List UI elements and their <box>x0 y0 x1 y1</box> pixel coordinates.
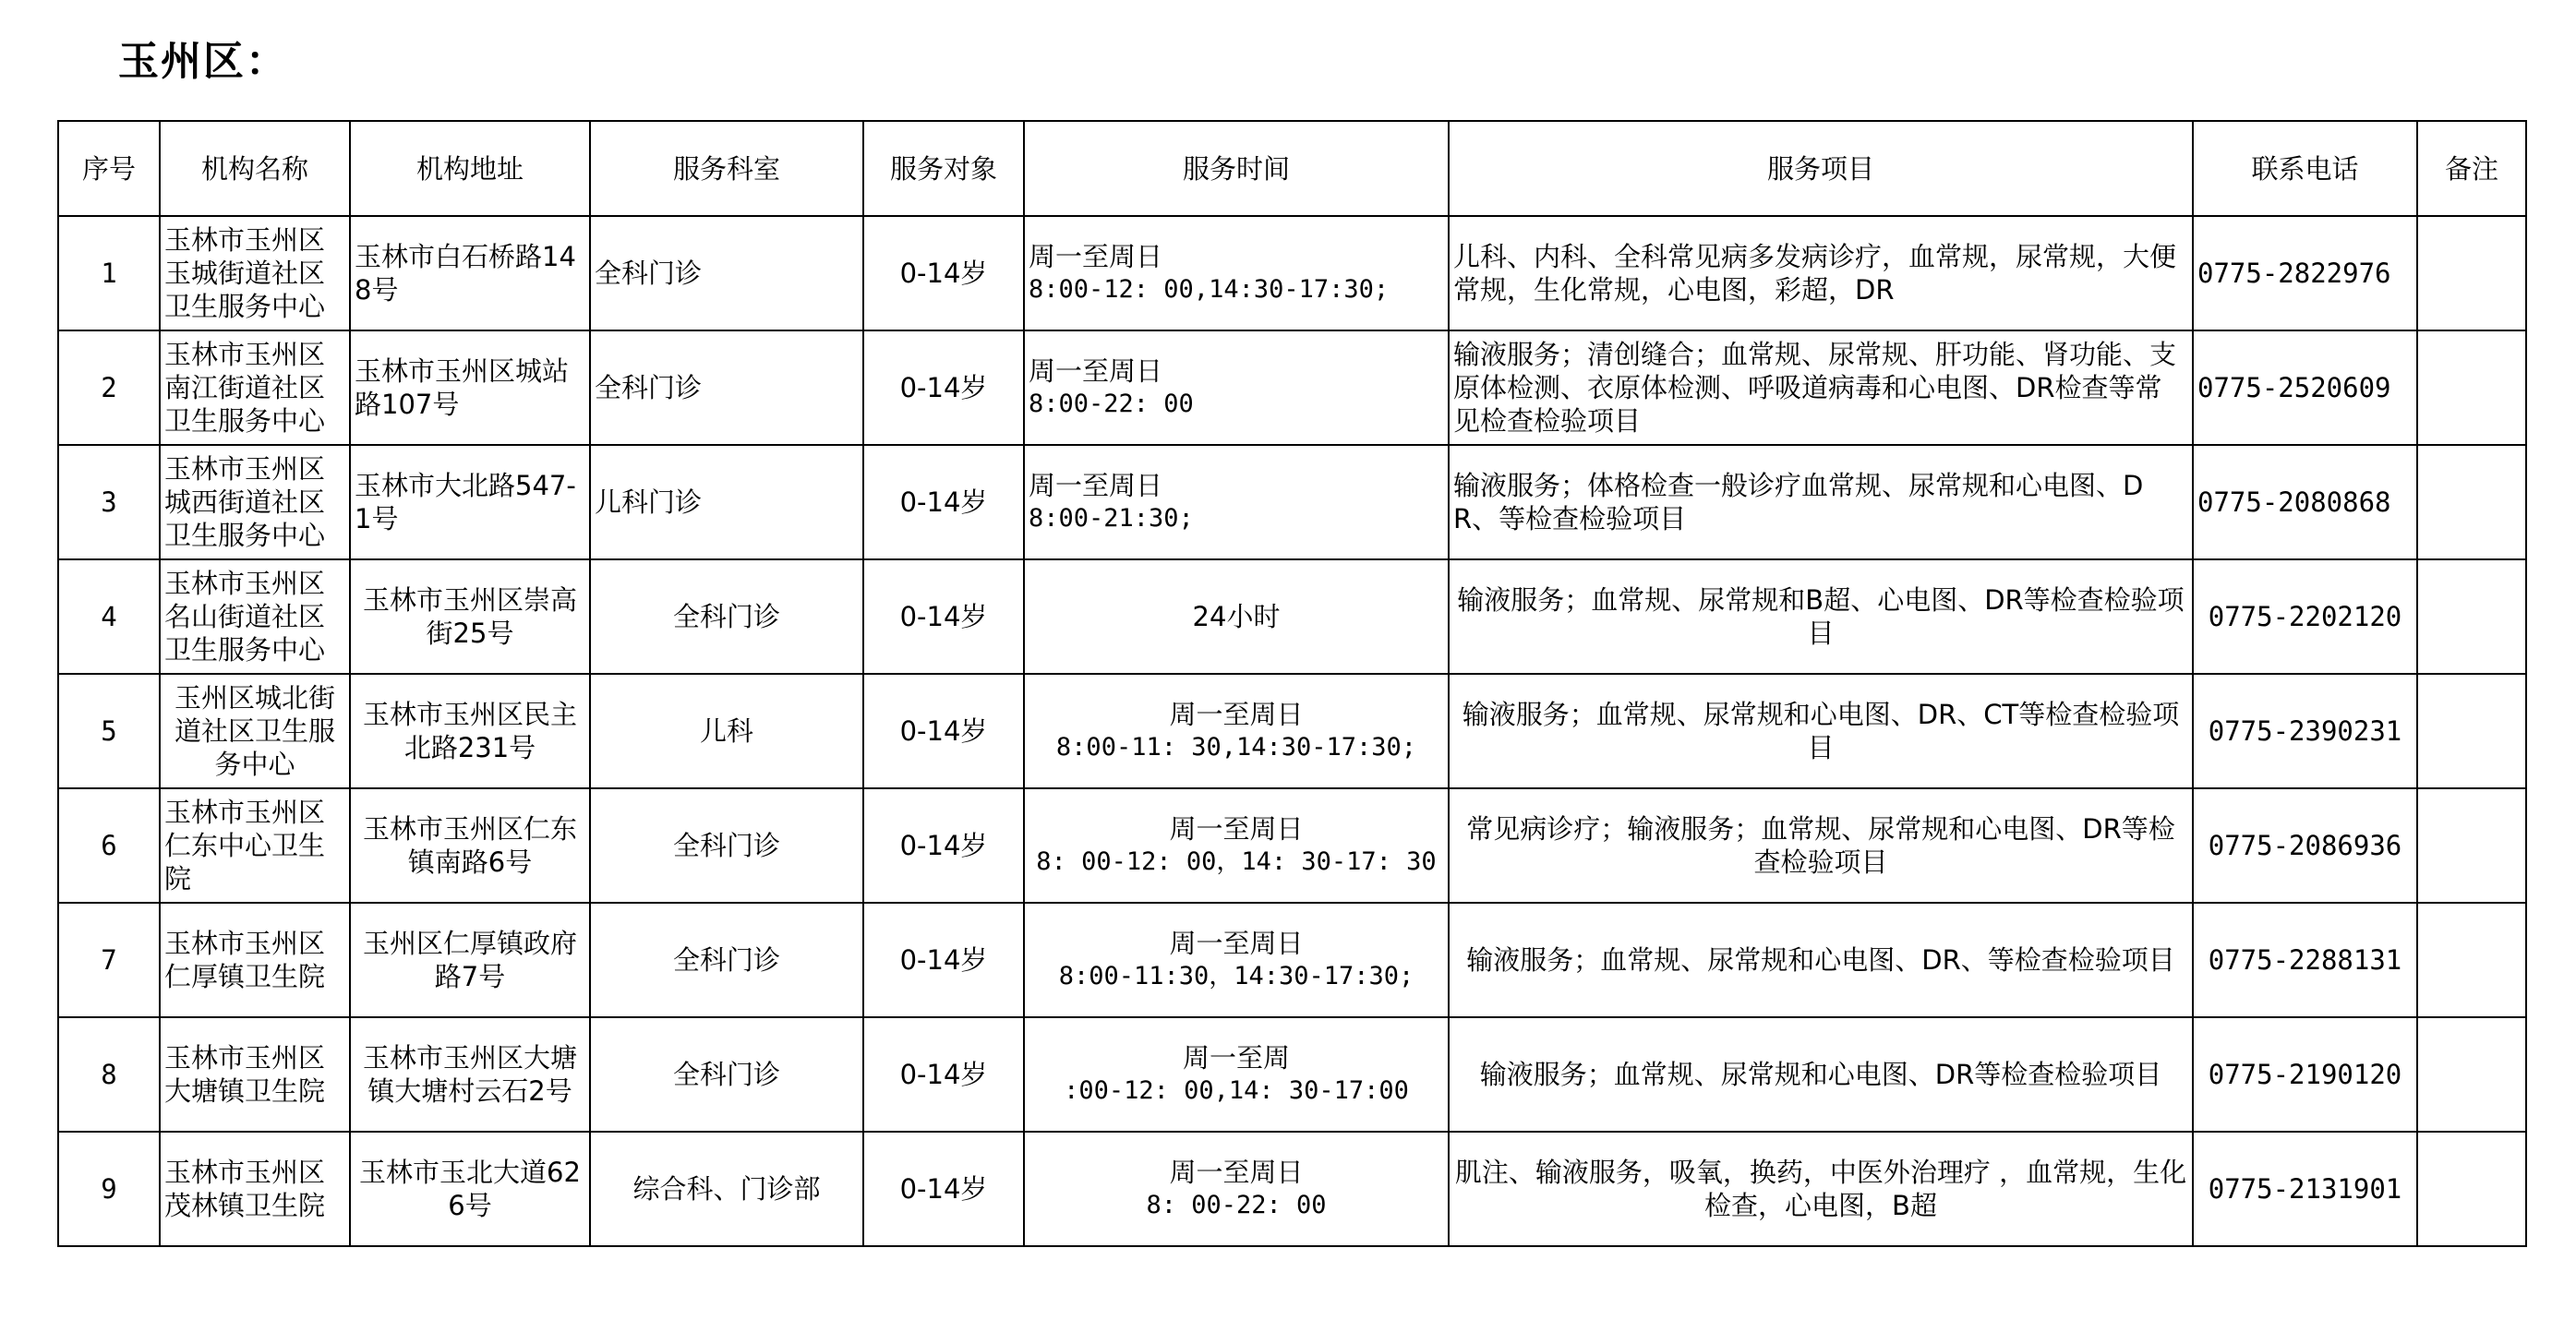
hours-time: 8:00-11:30，14:30-17:30; <box>1058 962 1414 990</box>
cell-address: 玉林市玉州区民主北路231号 <box>350 674 590 788</box>
header-seq: 序号 <box>58 121 160 216</box>
cell-dept: 综合科、门诊部 <box>590 1132 863 1246</box>
table-row <box>58 1017 2526 1132</box>
cell-name: 玉林市玉州区名山街道社区卫生服务中心 <box>160 559 350 674</box>
table-row <box>58 903 2526 1017</box>
cell-name: 玉林市玉州区大塘镇卫生院 <box>160 1017 350 1132</box>
hours-days: 周一至周日 <box>1169 1157 1304 1188</box>
hours-time: 8: 00-22: 00 <box>1146 1191 1327 1219</box>
cell-items: 肌注、输液服务，吸氧，换药，中医外治理疗 ，血常规，生化检查，心电图，B超 <box>1449 1132 2193 1246</box>
cell-target: 0-14岁 <box>863 1132 1024 1246</box>
cell-items: 输液服务；清创缝合；血常规、尿常规、肝功能、肾功能、支原体检测、衣原体检测、呼吸道病毒和心电图、DR检查等常见检查检验项目 <box>1449 330 2193 445</box>
hours-days: 周一至周日 <box>1029 241 1163 272</box>
cell-address: 玉林市大北路547-1号 <box>350 445 590 559</box>
cell-items: 输液服务；体格检查一般诊疗血常规、尿常规和心电图、DR、等检查检验项目 <box>1449 445 2193 559</box>
header-items: 服务项目 <box>1449 121 2193 216</box>
hours-days: 周一至周日 <box>1169 699 1304 730</box>
hours-time: 8:00-11: 30,14:30-17:30; <box>1055 733 1417 762</box>
cell-seq: 2 <box>58 330 160 445</box>
cell-hours <box>1024 674 1449 788</box>
hours-days: 周一至周日 <box>1029 355 1163 387</box>
table-row <box>58 674 2526 788</box>
cell-dept: 儿科门诊 <box>590 445 863 559</box>
cell-hours <box>1024 330 1449 445</box>
header-row <box>58 121 2526 216</box>
hours-days: 周一至周日 <box>1169 928 1304 959</box>
cell-hours <box>1024 445 1449 559</box>
header-hours: 服务时间 <box>1024 121 1449 216</box>
cell-note <box>2417 330 2526 445</box>
cell-seq: 8 <box>58 1017 160 1132</box>
header-name: 机构名称 <box>160 121 350 216</box>
cell-items: 输液服务；血常规、尿常规和心电图、DR、CT等检查检验项目 <box>1449 674 2193 788</box>
table-row <box>58 445 2526 559</box>
cell-name: 玉林市玉州区茂林镇卫生院 <box>160 1132 350 1246</box>
cell-dept: 儿科 <box>590 674 863 788</box>
cell-dept: 全科门诊 <box>590 1017 863 1132</box>
cell-dept: 全科门诊 <box>590 903 863 1017</box>
hours-days: 周一至周 <box>1182 1042 1290 1074</box>
cell-hours <box>1024 216 1449 330</box>
cell-phone: 0775-2131901 <box>2193 1132 2417 1246</box>
cell-address: 玉林市玉州区崇高街25号 <box>350 559 590 674</box>
page-title: 玉州区： <box>118 38 288 85</box>
cell-note <box>2417 903 2526 1017</box>
cell-items: 输液服务；血常规、尿常规和B超、心电图、DR等检查检验项目 <box>1449 559 2193 674</box>
hours-time: 8:00-12: 00,14:30-17:30; <box>1029 275 1390 304</box>
cell-phone: 0775-2520609 <box>2193 330 2417 445</box>
cell-phone: 0775-2390231 <box>2193 674 2417 788</box>
header-target: 服务对象 <box>863 121 1024 216</box>
header-address: 机构地址 <box>350 121 590 216</box>
cell-phone: 0775-2202120 <box>2193 559 2417 674</box>
cell-target: 0-14岁 <box>863 674 1024 788</box>
table-row <box>58 788 2526 903</box>
cell-name: 玉州区城北街道社区卫生服务中心 <box>160 674 350 788</box>
cell-note <box>2417 674 2526 788</box>
cell-dept: 全科门诊 <box>590 559 863 674</box>
cell-seq: 6 <box>58 788 160 903</box>
cell-items: 输液服务；血常规、尿常规和心电图、DR等检查检验项目 <box>1449 1017 2193 1132</box>
cell-phone: 0775-2190120 <box>2193 1017 2417 1132</box>
cell-seq: 7 <box>58 903 160 1017</box>
cell-name: 玉林市玉州区玉城街道社区卫生服务中心 <box>160 216 350 330</box>
cell-dept: 全科门诊 <box>590 330 863 445</box>
cell-note <box>2417 1132 2526 1246</box>
cell-target: 0-14岁 <box>863 559 1024 674</box>
cell-target: 0-14岁 <box>863 903 1024 1017</box>
cell-items: 儿科、内科、全科常见病多发病诊疗，血常规，尿常规，大便常规，生化常规，心电图，彩超，DR <box>1449 216 2193 330</box>
cell-phone: 0775-2288131 <box>2193 903 2417 1017</box>
cell-dept: 全科门诊 <box>590 216 863 330</box>
cell-target: 0-14岁 <box>863 445 1024 559</box>
hours-days: 24小时 <box>1192 601 1281 632</box>
cell-phone: 0775-2080868 <box>2193 445 2417 559</box>
cell-seq: 9 <box>58 1132 160 1246</box>
table-row <box>58 1132 2526 1246</box>
cell-seq: 5 <box>58 674 160 788</box>
cell-address: 玉林市玉州区城站路107号 <box>350 330 590 445</box>
hours-days: 周一至周日 <box>1169 813 1304 845</box>
cell-address: 玉林市玉州区仁东镇南路6号 <box>350 788 590 903</box>
cell-items: 常见病诊疗；输液服务；血常规、尿常规和心电图、DR等检查检验项目 <box>1449 788 2193 903</box>
cell-hours <box>1024 788 1449 903</box>
cell-seq: 4 <box>58 559 160 674</box>
hours-time: :00-12: 00,14: 30-17:00 <box>1064 1076 1409 1105</box>
cell-hours <box>1024 559 1449 674</box>
hours-days: 周一至周日 <box>1029 470 1163 501</box>
cell-note <box>2417 216 2526 330</box>
hours-time: 8:00-21:30; <box>1029 504 1194 533</box>
cell-note <box>2417 788 2526 903</box>
cell-dept: 全科门诊 <box>590 788 863 903</box>
clinic-table <box>57 120 2527 1247</box>
table-row <box>58 330 2526 445</box>
cell-hours <box>1024 1017 1449 1132</box>
cell-target: 0-14岁 <box>863 330 1024 445</box>
cell-phone: 0775-2822976 <box>2193 216 2417 330</box>
cell-seq: 3 <box>58 445 160 559</box>
cell-items: 输液服务；血常规、尿常规和心电图、DR、等检查检验项目 <box>1449 903 2193 1017</box>
cell-hours <box>1024 903 1449 1017</box>
cell-address: 玉州区仁厚镇政府路7号 <box>350 903 590 1017</box>
cell-name: 玉林市玉州区仁厚镇卫生院 <box>160 903 350 1017</box>
cell-name: 玉林市玉州区南江街道社区卫生服务中心 <box>160 330 350 445</box>
cell-name: 玉林市玉州区城西街道社区卫生服务中心 <box>160 445 350 559</box>
cell-name: 玉林市玉州区仁东中心卫生院 <box>160 788 350 903</box>
cell-target: 0-14岁 <box>863 216 1024 330</box>
table-row <box>58 559 2526 674</box>
cell-seq: 1 <box>58 216 160 330</box>
cell-target: 0-14岁 <box>863 1017 1024 1132</box>
cell-phone: 0775-2086936 <box>2193 788 2417 903</box>
cell-hours <box>1024 1132 1449 1246</box>
table-row <box>58 216 2526 330</box>
cell-note <box>2417 559 2526 674</box>
header-dept: 服务科室 <box>590 121 863 216</box>
hours-time: 8: 00-12: 00，14: 30-17: 30 <box>1036 847 1437 876</box>
cell-note <box>2417 445 2526 559</box>
cell-address: 玉林市白石桥路148号 <box>350 216 590 330</box>
header-phone: 联系电话 <box>2193 121 2417 216</box>
cell-note <box>2417 1017 2526 1132</box>
hours-time: 8:00-22: 00 <box>1029 390 1194 418</box>
cell-address: 玉林市玉州区大塘镇大塘村云石2号 <box>350 1017 590 1132</box>
cell-target: 0-14岁 <box>863 788 1024 903</box>
header-note: 备注 <box>2417 121 2526 216</box>
cell-address: 玉林市玉北大道626号 <box>350 1132 590 1246</box>
